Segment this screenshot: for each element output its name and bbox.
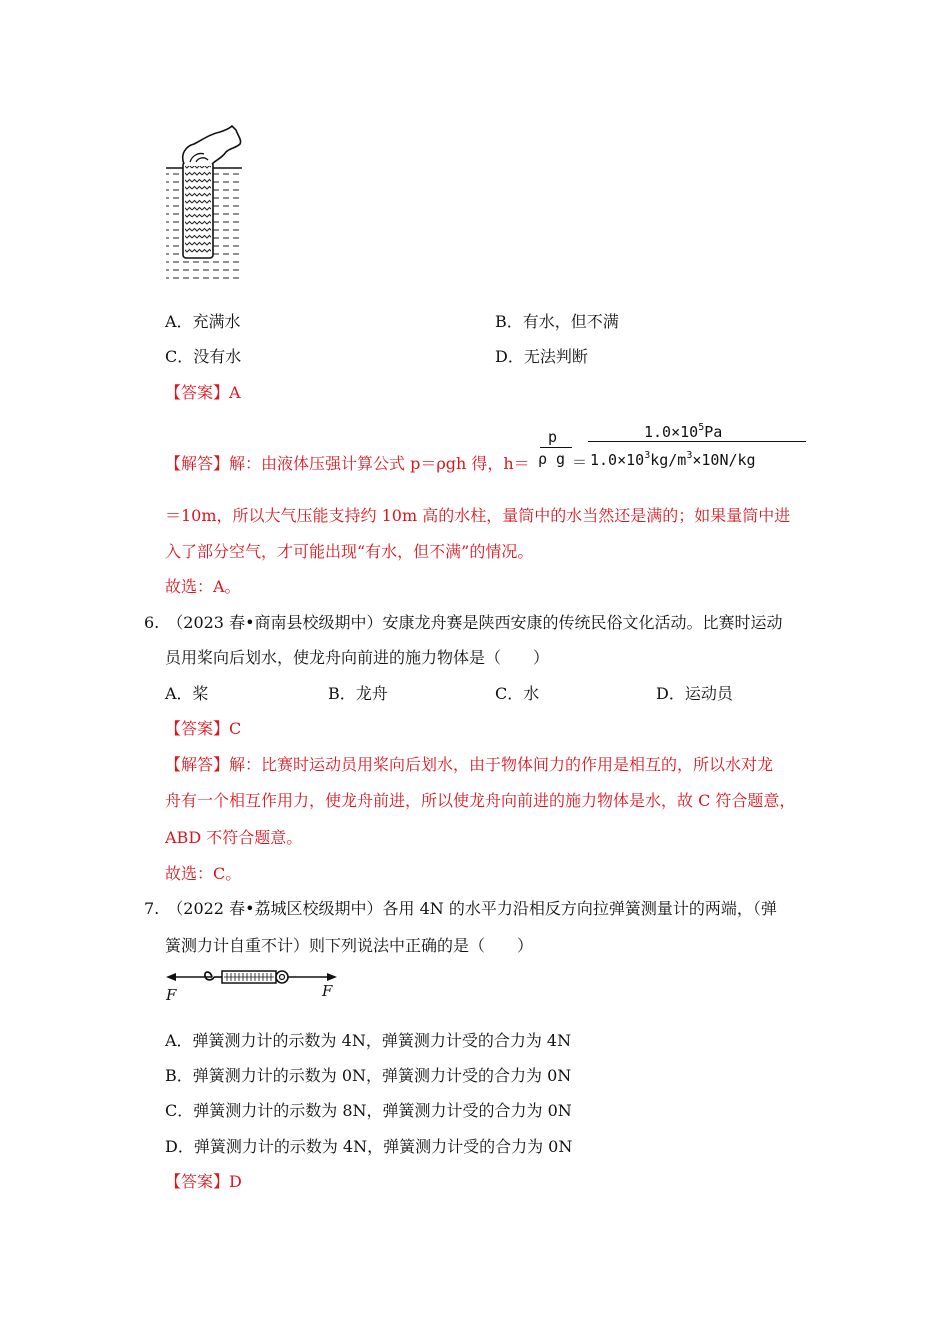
q6-analysis-line1: 【解答】解：比赛时运动员用桨向后划水，由于物体间力的作用是相互的，所以水对龙 — [165, 755, 774, 774]
q6-conclusion: 故选：C。 — [165, 864, 242, 883]
q7-question-line1: 7. （2022 春•荔城区校级期中）各用 4N 的水平力沿相反方向拉弹簧测量计的两端，（弹 — [144, 899, 777, 918]
formula-big-bar — [588, 441, 806, 442]
q5-option-b: B．有水，但不满 — [495, 312, 619, 331]
q6-analysis-line3: ABD 不符合题意。 — [165, 828, 303, 847]
q5-analysis-line3: 入了部分空气，才可能出现“有水，但不满”的情况。 — [165, 542, 534, 561]
water-cylinder-figure — [162, 122, 252, 284]
right-force-label: F — [322, 982, 333, 1000]
q7-option-c: C．弹簧测力计的示数为 8N，弹簧测力计受的合力为 0N — [165, 1101, 572, 1120]
q5-conclusion: 故选：A。 — [165, 577, 241, 596]
q7-question-line2: 簧测力计自重不计）则下列说法中正确的是（ ） — [165, 936, 534, 955]
q5-analysis-prefix: 【解答】解：由液体压强计算公式 p＝ρgh 得，h＝ — [165, 454, 530, 473]
q5-analysis-line2: ＝10m，所以大气压能支持约 10m 高的水柱，量筒中的水当然还是满的；如果量筒中进 — [165, 506, 791, 525]
q7-option-b: B．弹簧测力计的示数为 0N，弹簧测力计受的合力为 0N — [165, 1066, 572, 1085]
formula-big-numerator: $1.0\times 10^5Pa$ — [644, 422, 723, 441]
q7-answer: 【答案】D — [165, 1172, 242, 1191]
q6-answer: 【答案】C — [165, 719, 242, 738]
spring-scale-figure — [160, 962, 350, 1006]
formula-small-bar — [540, 447, 572, 448]
q7-option-d: D．弹簧测力计的示数为 4N，弹簧测力计受的合力为 0N — [165, 1137, 573, 1156]
pressure-formula — [536, 420, 816, 472]
q5-answer: 【答案】A — [165, 383, 241, 402]
formula-big-denominator: $1.0\times 10^3kg/m^3\times 10N/kg$ — [590, 450, 756, 469]
formula-equals: ＝ — [572, 453, 588, 471]
q6-option-d: D．运动员 — [656, 684, 733, 703]
q6-option-b: B．龙舟 — [328, 684, 388, 703]
q5-option-d: D．无法判断 — [495, 347, 588, 366]
q6-question-line1: 6. （2023 春•商南县校级期中）安康龙舟赛是陕西安康的传统民俗文化活动。比赛时运动 — [144, 613, 783, 632]
formula-small-numerator: p — [548, 428, 558, 446]
q5-option-c: C．没有水 — [165, 347, 242, 366]
formula-small-denominator: ρ g — [538, 450, 566, 468]
q6-option-c: C．水 — [495, 684, 540, 703]
q6-option-a: A．桨 — [165, 684, 209, 703]
left-force-label: F — [166, 986, 177, 1004]
q6-question-line2: 员用桨向后划水，使龙舟向前进的施力物体是（ ） — [165, 648, 550, 667]
q6-analysis-line2: 舟有一个相互作用力，使龙舟前进，所以使龙舟向前进的施力物体是水，故 C 符合题意， — [165, 791, 796, 810]
q7-option-a: A．弹簧测力计的示数为 4N，弹簧测力计受的合力为 4N — [165, 1031, 572, 1050]
q5-option-a: A．充满水 — [165, 312, 241, 331]
